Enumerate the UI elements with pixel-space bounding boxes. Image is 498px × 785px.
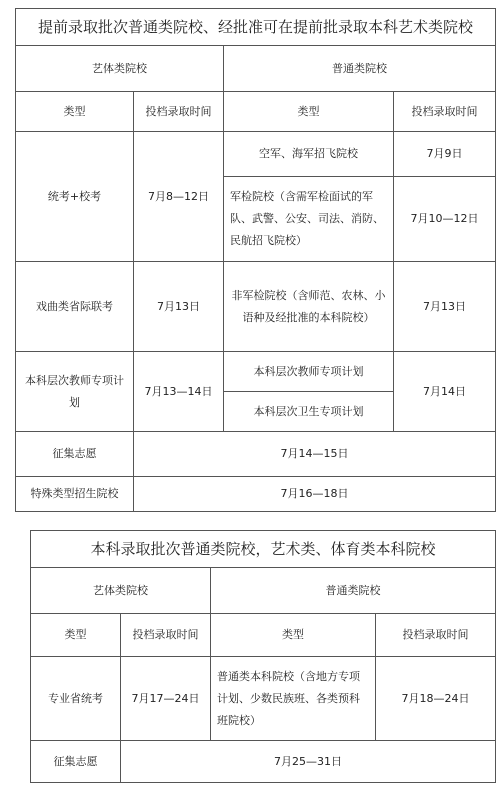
early-admission-table — [15, 8, 496, 512]
table-cell: 征集志愿 — [16, 432, 134, 477]
table-cell: 专业省统考 — [31, 657, 121, 741]
table-cell: 非军检院校（含师范、农林、小语种及经批准的本科院校） — [224, 262, 394, 352]
table-cell: 本科层次教师专项计划 — [224, 352, 394, 392]
table-cell: 7月17—24日 — [121, 657, 211, 741]
art-schools-header: 艺体类院校 — [31, 568, 211, 614]
normal-schools-header: 普通类院校 — [224, 46, 496, 92]
table-cell: 7月16—18日 — [134, 477, 496, 512]
col-type: 类型 — [211, 614, 376, 657]
col-time: 投档录取时间 — [376, 614, 496, 657]
table-cell: 7月14日 — [394, 352, 496, 432]
table-cell: 7月13日 — [394, 262, 496, 352]
art-schools-header: 艺体类院校 — [16, 46, 224, 92]
table-cell: 本科层次卫生专项计划 — [224, 392, 394, 432]
table-cell: 7月9日 — [394, 132, 496, 177]
table-cell: 7月10—12日 — [394, 177, 496, 262]
col-type: 类型 — [31, 614, 121, 657]
undergraduate-admission-table — [30, 530, 496, 783]
table-title: 本科录取批次普通类院校，艺术类、体育类本科院校 — [31, 531, 496, 568]
table-cell: 特殊类型招生院校 — [16, 477, 134, 512]
table-cell: 统考+校考 — [16, 132, 134, 262]
col-time: 投档录取时间 — [394, 92, 496, 132]
table-cell: 普通类本科院校（含地方专项计划、少数民族班、各类预科班院校） — [211, 657, 376, 741]
table-cell: 戏曲类省际联考 — [16, 262, 134, 352]
table-title: 提前录取批次普通类院校、经批准可在提前批录取本科艺术类院校 — [16, 9, 496, 46]
table-cell: 军检院校（含需军检面试的军队、武警、公安、司法、消防、民航招飞院校） — [224, 177, 394, 262]
table-cell: 7月13日 — [134, 262, 224, 352]
table-cell: 空军、海军招飞院校 — [224, 132, 394, 177]
table-cell: 本科层次教师专项计划 — [16, 352, 134, 432]
table-cell: 7月25—31日 — [121, 741, 496, 783]
col-type: 类型 — [16, 92, 134, 132]
normal-schools-header: 普通类院校 — [211, 568, 496, 614]
table-cell: 7月13—14日 — [134, 352, 224, 432]
table-cell: 7月18—24日 — [376, 657, 496, 741]
table-cell: 7月14—15日 — [134, 432, 496, 477]
col-type: 类型 — [224, 92, 394, 132]
table-cell: 征集志愿 — [31, 741, 121, 783]
col-time: 投档录取时间 — [121, 614, 211, 657]
col-time: 投档录取时间 — [134, 92, 224, 132]
table-cell: 7月8—12日 — [134, 132, 224, 262]
